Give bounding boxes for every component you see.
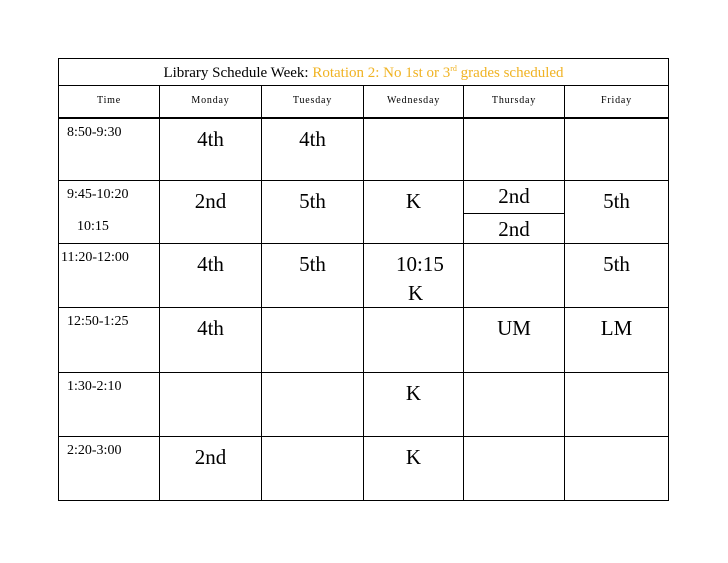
monday-cell: 4th (160, 119, 262, 180)
friday-cell (565, 373, 668, 436)
wednesday-cell: K (364, 373, 464, 436)
time-cell: 2:20-3:00 (59, 437, 160, 500)
friday-cell: 5th (603, 189, 630, 213)
schedule-title (59, 59, 668, 86)
wednesday-line1: 10:15 (396, 252, 444, 276)
table-row (59, 119, 668, 181)
tuesday-cell (262, 437, 364, 500)
table-row (59, 373, 668, 437)
friday-cell (565, 437, 668, 500)
tuesday-cell: 4th (262, 119, 364, 180)
thursday-value: 2nd (498, 184, 530, 208)
table-row (59, 437, 668, 500)
wednesday-cell: K (364, 181, 464, 243)
time-cell: 8:50-9:30 (59, 119, 160, 180)
thursday-split-bottom (464, 214, 564, 243)
tuesday-cell: 5th (262, 181, 364, 243)
header-row (59, 86, 668, 119)
table-row (59, 308, 668, 373)
thursday-value-alt: 2nd (498, 217, 530, 241)
tuesday-cell: 5th (262, 244, 364, 308)
time-main: 9:45-10:20 (67, 187, 129, 202)
title-rotation-note (312, 65, 563, 81)
time-cell: 12:50-1:25 (59, 308, 160, 372)
thursday-cell: UM (464, 308, 565, 372)
friday-cell: LM (600, 316, 633, 340)
header-friday: Friday (601, 95, 632, 106)
title-prefix: Library Schedule Week: (163, 65, 309, 81)
friday-cell (565, 119, 668, 180)
wednesday-line2: K (408, 281, 424, 305)
tuesday-cell (262, 373, 364, 436)
monday-cell: 2nd (160, 181, 262, 243)
thursday-cell (464, 119, 565, 180)
monday-cell: 4th (160, 244, 262, 308)
wednesday-cell (364, 244, 464, 308)
thursday-cell (464, 437, 565, 500)
header-monday: Monday (160, 86, 262, 117)
thursday-cell (464, 373, 565, 436)
library-schedule-table (58, 58, 669, 501)
header-thursday: Thursday (464, 86, 565, 117)
friday-cell: 5th (603, 252, 630, 276)
header-wednesday: Wednesday (364, 86, 464, 117)
rotation-note-superscript: rd (450, 64, 457, 73)
wednesday-cell: K (364, 437, 464, 500)
monday-cell (160, 373, 262, 436)
header-time: Time (59, 86, 160, 117)
time-cell: 11:20-12:00 (59, 244, 160, 308)
thursday-cell (464, 181, 565, 243)
rotation-note-text: Rotation 2: No 1st or 3 (312, 65, 451, 81)
tuesday-cell (262, 308, 364, 372)
time-alt: 10:15 (77, 219, 109, 234)
table-row (59, 244, 668, 308)
thursday-cell (464, 244, 565, 308)
monday-cell: 4th (160, 308, 262, 372)
wednesday-cell (364, 308, 464, 372)
time-cell: 1:30-2:10 (59, 373, 160, 436)
wednesday-cell (364, 119, 464, 180)
thursday-split-top (464, 181, 564, 214)
monday-cell: 2nd (160, 437, 262, 500)
table-row (59, 181, 668, 244)
time-cell (59, 181, 160, 243)
header-tuesday: Tuesday (262, 86, 364, 117)
rotation-note-text-end: grades scheduled (460, 65, 564, 81)
